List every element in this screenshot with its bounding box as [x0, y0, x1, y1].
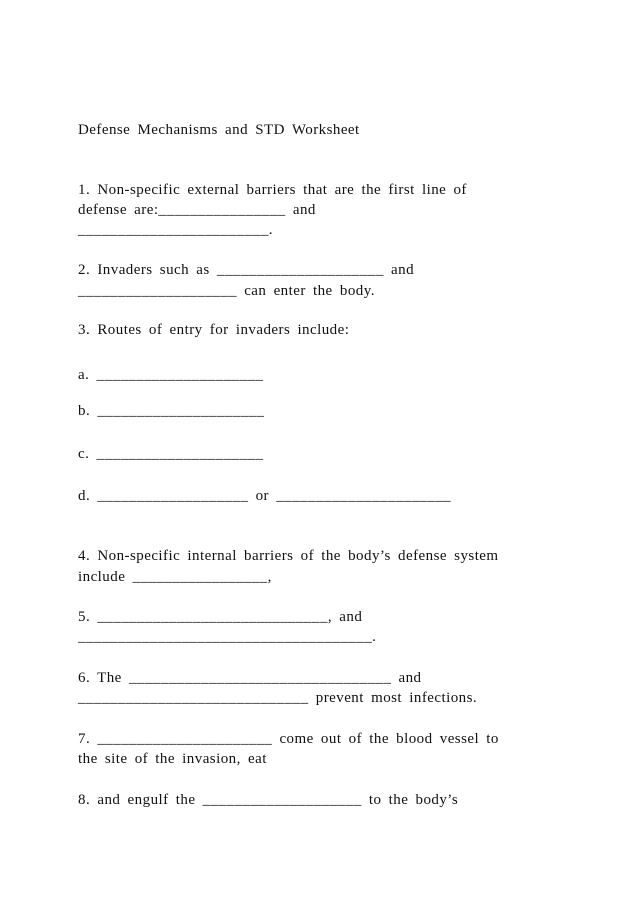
question-6-line-1: 6. The _________________________________ and: [78, 670, 422, 686]
answer-b: b. _____________________: [78, 403, 265, 419]
question-2-line-2: ____________________ can enter the body.: [78, 283, 375, 299]
question-7-line-2: the site of the invasion, eat: [78, 751, 267, 767]
answer-d: d. ___________________ or ______________________: [78, 488, 452, 504]
question-8-line-1: 8. and engulf the ____________________ to the body’s: [78, 792, 459, 808]
question-5-line-1: 5. _____________________________, and: [78, 609, 363, 625]
question-7-line-1: 7. ______________________ come out of the blood vessel to: [78, 731, 499, 747]
question-6-line-2: _____________________________ prevent most infections.: [78, 690, 478, 706]
question-3-line: 3. Routes of entry for invaders include:: [78, 322, 350, 338]
answer-a: a. _____________________: [78, 367, 264, 383]
question-5-line-2: _____________________________________.: [78, 629, 377, 645]
document-title: Defense Mechanisms and STD Worksheet: [78, 122, 360, 138]
answer-c: c. _____________________: [78, 446, 264, 462]
question-4-line-1: 4. Non-specific internal barriers of the body’s defense system: [78, 548, 499, 564]
question-1-line-3: ________________________.: [78, 222, 273, 238]
question-2-line-1: 2. Invaders such as _____________________ and: [78, 262, 415, 278]
question-1-line-2: defense are:________________ and: [78, 202, 316, 218]
question-1-line-1: 1. Non-specific external barriers that are the first line of: [78, 182, 467, 198]
question-4-line-2: include _________________,: [78, 569, 272, 585]
